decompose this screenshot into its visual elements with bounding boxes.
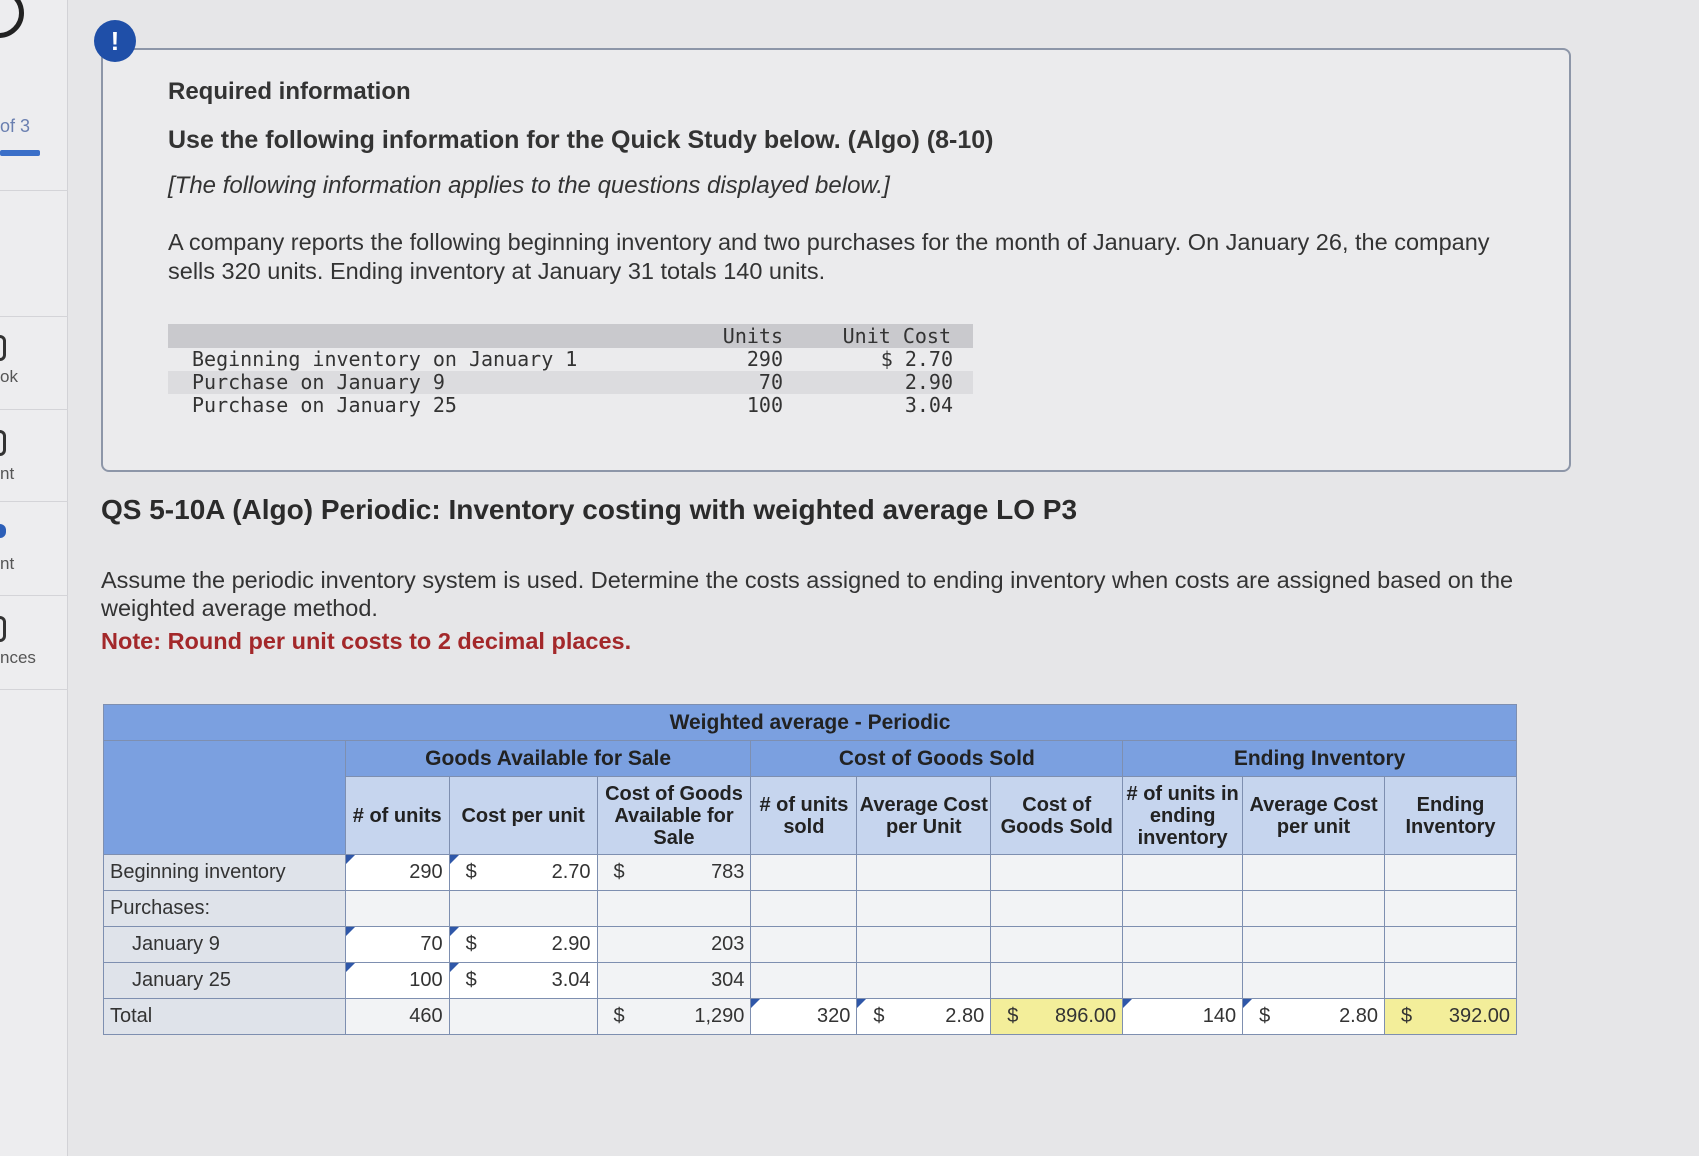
units-sold-input[interactable]: 320 (751, 999, 857, 1035)
weighted-average-grid (103, 704, 1517, 1035)
rail-circle-icon (0, 0, 24, 38)
jan25-cpu-input[interactable]: $ 3.04 (449, 963, 597, 999)
col-cost-per-unit: Cost per unit (449, 777, 597, 855)
units-header: Units (638, 324, 803, 348)
grid-title: Weighted average - Periodic (104, 705, 1517, 741)
beginning-cpu-input[interactable]: $ 2.70 (449, 855, 597, 891)
book-icon (0, 335, 6, 361)
average-cost-ending-input[interactable]: $ 2.80 (1243, 999, 1385, 1035)
total-cost-cell: $ 1,290 (597, 999, 751, 1035)
references-icon (0, 616, 6, 642)
table-row (104, 855, 1517, 891)
required-title: Required information (168, 78, 411, 105)
ending-inventory-total-cell: $ 392.00 (1385, 999, 1517, 1035)
table-row (104, 963, 1517, 999)
rail-item-label: nt (0, 464, 15, 483)
hint-icon (0, 430, 6, 456)
table-row (104, 891, 1517, 927)
row-label-jan9: January 9 (104, 927, 346, 963)
unit-cost-header: Unit Cost (803, 324, 973, 348)
rail-item-references[interactable] (0, 596, 68, 690)
table-row: Purchase on January 9 70 2.90 (168, 371, 973, 394)
row-label-purchases: Purchases: (104, 891, 346, 927)
inventory-info-table (168, 324, 973, 417)
col-average-cost: Average Cost per Unit (857, 777, 991, 855)
jan25-units-input[interactable]: 100 (345, 963, 449, 999)
col-units-sold: # of units sold (751, 777, 857, 855)
total-units-cell: 460 (345, 999, 449, 1035)
jan9-units-input[interactable]: 70 (345, 927, 449, 963)
row-label-beginning: Beginning inventory (104, 855, 346, 891)
table-row (104, 927, 1517, 963)
print-icon (0, 524, 6, 538)
beginning-cost-cell: $ 783 (597, 855, 751, 891)
alert-badge-icon: ! (94, 20, 136, 62)
question-note: Note: Round per unit costs to 2 decimal places. (101, 628, 632, 654)
col-cost-available: Cost of Goods Available for Sale (597, 777, 751, 855)
progress-label: of 3 (0, 116, 31, 136)
col-units-ending: # of units in ending inventory (1123, 777, 1243, 855)
col-ending-inventory: Ending Inventory (1385, 777, 1517, 855)
average-cost-input[interactable]: $ 2.80 (857, 999, 991, 1035)
units-ending-input[interactable]: 140 (1123, 999, 1243, 1035)
required-paragraph: A company reports the following beginning inventory and two purchases for the month of January. On January 26, the company sells 320 units. Ending inventory at January 31 totals 140 units. (168, 229, 1490, 284)
cogs-total-cell: $ 896.00 (991, 999, 1123, 1035)
table-row (104, 999, 1517, 1035)
table-row: Purchase on January 25 100 3.04 (192, 393, 953, 417)
progress-bar (0, 150, 40, 156)
rail-item-label: nces (0, 648, 36, 667)
question-body: Assume the periodic inventory system is used. Determine the costs assigned to ending inventory when costs are assigned based on the weighted average method. (101, 567, 1514, 621)
rail-item-label: nt (0, 554, 15, 573)
rail-item-hint[interactable] (0, 410, 68, 502)
jan25-cost-cell: 304 (597, 963, 751, 999)
row-label-total: Total (104, 999, 346, 1035)
group-goods-available: Goods Available for Sale (345, 741, 751, 777)
group-cost-of-goods-sold: Cost of Goods Sold (751, 741, 1123, 777)
beginning-units-input[interactable]: 290 (345, 855, 449, 891)
jan9-cpu-input[interactable]: $ 2.90 (449, 927, 597, 963)
col-cogs: Cost of Goods Sold (991, 777, 1123, 855)
rail-item-print[interactable] (0, 502, 68, 596)
question-title: QS 5-10A (Algo) Periodic: Inventory costing with weighted average LO P3 (101, 494, 1078, 525)
col-average-cost-ending: Average Cost per unit (1243, 777, 1385, 855)
col-units: # of units (345, 777, 449, 855)
required-subtitle: Use the following information for the Quick Study below. (Algo) (8-10) (168, 126, 994, 154)
required-note: [The following information applies to the questions displayed below.] (168, 172, 890, 199)
row-label-jan25: January 25 (104, 963, 346, 999)
rail-item-book[interactable] (0, 316, 68, 410)
table-row: Beginning inventory on January 1 290 $ 2.70 (192, 347, 953, 371)
jan9-cost-cell: 203 (597, 927, 751, 963)
group-ending-inventory: Ending Inventory (1123, 741, 1517, 777)
rail-item-label: ok (0, 367, 18, 386)
left-rail (0, 0, 68, 1156)
